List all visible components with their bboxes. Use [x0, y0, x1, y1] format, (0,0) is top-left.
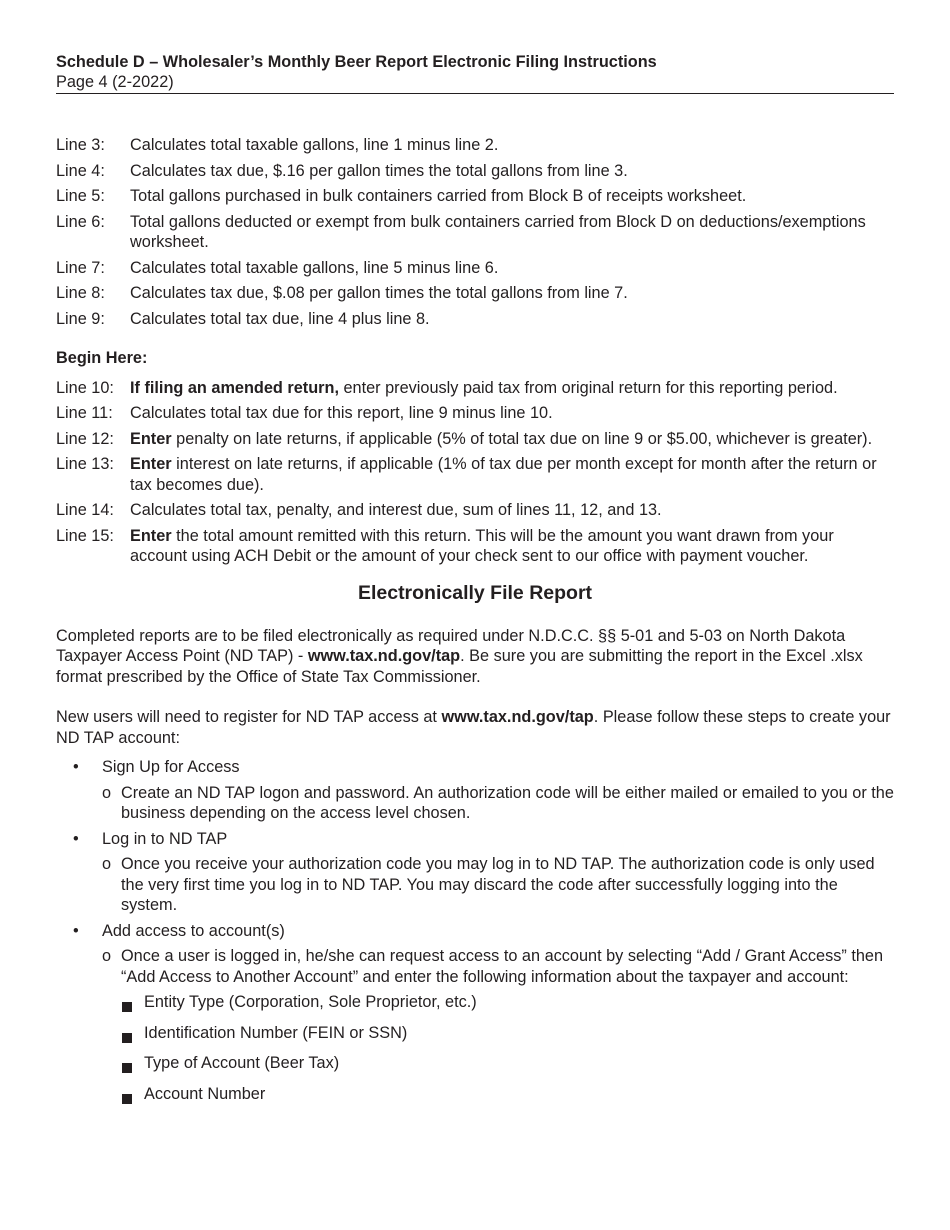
sub-bullet-icon: o — [102, 947, 112, 965]
line-instructions-list-continued — [56, 378, 894, 567]
line-description: Calculates total taxable gallons, line 5 minus line 6. — [130, 258, 499, 277]
bullet-icon: • — [73, 829, 79, 848]
step-detail — [56, 783, 894, 824]
account-info-text: Type of Account (Beer Tax) — [144, 1054, 340, 1072]
line-description: Total gallons purchased in bulk containers carried from Block B of receipts worksheet. — [130, 187, 747, 205]
account-info-item — [56, 1023, 894, 1049]
line-description: If filing an amended return, enter previously paid tax from original return for this reporting period. — [130, 378, 838, 397]
line-item — [56, 135, 894, 156]
step-title: Sign Up for Access — [102, 758, 240, 776]
line-description: Calculates total tax, penalty, and interest due, sum of lines 11, 12, and 13. — [130, 501, 662, 519]
line-label: Line 15: — [56, 526, 114, 545]
line-description: Enter penalty on late returns, if applicable (5% of total tax due on line 9 or $5.00, whichever is greater). — [130, 429, 873, 448]
line-label: Line 9: — [56, 309, 105, 328]
step-detail — [56, 854, 894, 916]
account-info-text: Account Number — [144, 1084, 266, 1103]
line-description: Enter the total amount remitted with this return. This will be the amount you want drawn from your account using ACH Debit or the amount of your check sent to our office with payment voucher. — [130, 526, 834, 565]
line-description: Calculates tax due, $.16 per gallon times the total gallons from line 3. — [130, 161, 628, 180]
line-description: Calculates total tax due for this report, line 9 minus line 10. — [130, 404, 553, 422]
sub-bullet-icon: o — [102, 855, 112, 873]
line-label: Line 10: — [56, 378, 114, 397]
square-bullet-icon — [122, 1023, 144, 1049]
square-bullet-icon — [122, 1053, 144, 1079]
line-description: Calculates tax due, $.08 per gallon times the total gallons from line 7. — [130, 284, 628, 302]
section-heading: Electronically File Report — [357, 581, 593, 604]
line-description: Total gallons deducted or exempt from bulk containers carried from Block D on deductions/exemptions worksheet. — [130, 212, 866, 251]
line-label: Line 14: — [56, 501, 114, 519]
line-label: Line 13: — [56, 455, 114, 473]
step-detail-text: Once you receive your authorization code you may log in to ND TAP. The authorization code is only used the very first time you log in to ND TAP. You may discard the code after successfully logging into the system. — [121, 855, 875, 914]
account-info-text: Identification Number (FEIN or SSN) — [144, 1023, 408, 1042]
square-bullet-icon — [122, 1084, 144, 1110]
account-info-item — [56, 992, 894, 1018]
line-description: Calculates total taxable gallons, line 1 minus line 2. — [130, 136, 499, 154]
line-description: Enter interest on late returns, if applicable (1% of tax due per month except for month after the return or tax becomes due). — [130, 455, 877, 494]
line-item — [56, 212, 894, 253]
account-info-item — [56, 1053, 894, 1079]
document-title: Schedule D – Wholesaler’s Monthly Beer Report Electronic Filing Instructions — [56, 53, 657, 71]
account-info-text: Entity Type (Corporation, Sole Proprietor, etc.) — [144, 993, 477, 1011]
step-detail — [56, 946, 894, 987]
line-instructions-list — [56, 135, 894, 329]
line-description: Calculates total tax due, line 4 plus line 8. — [130, 309, 430, 328]
registration-paragraph: New users will need to register for ND TAP access at www.tax.nd.gov/tap. Please follow these steps to create your ND TAP account: — [56, 708, 891, 747]
line-item — [56, 283, 894, 304]
step-item — [56, 921, 894, 942]
filing-requirement-paragraph: Completed reports are to be filed electronically as required under N.D.C.C. §§ 5-01 and 5-03 on North Dakota Taxpayer Access Point (ND TAP) - www.tax.nd.gov/tap. Be sure you are submitting the report in the Excel .xlsx format prescribed by the Office of State Tax Commissioner. — [56, 626, 863, 686]
line-item — [56, 378, 894, 399]
account-info-item — [56, 1084, 894, 1110]
line-label: Line 4: — [56, 161, 105, 180]
step-detail-text: Create an ND TAP logon and password. An authorization code will be either mailed or emailed to you or the business depending on the access level chosen. — [121, 783, 894, 822]
sub-bullet-icon: o — [102, 783, 112, 802]
line-item — [56, 454, 894, 495]
header-divider — [56, 93, 894, 94]
line-item — [56, 258, 894, 279]
step-detail-text: Once a user is logged in, he/she can request access to an account by selecting “Add / Grant Access” then “Add Access to Another Account” and enter the following information about the taxpayer and account: — [121, 947, 884, 986]
line-item — [56, 500, 894, 521]
nd-tap-link: www.tax.nd.gov/tap — [307, 647, 461, 665]
page-header — [56, 52, 894, 94]
line-item — [56, 186, 894, 207]
step-item — [56, 757, 894, 778]
line-label: Line 12: — [56, 429, 114, 448]
step-item — [56, 829, 894, 850]
square-bullet-icon — [122, 992, 144, 1018]
bullet-icon: • — [73, 758, 79, 776]
bullet-icon: • — [73, 921, 79, 940]
begin-here-heading: Begin Here: — [56, 349, 148, 367]
line-label: Line 7: — [56, 258, 105, 277]
document-page — [56, 52, 894, 1114]
line-item — [56, 526, 894, 567]
registration-steps-list — [56, 757, 894, 1109]
line-item — [56, 309, 894, 330]
step-title: Add access to account(s) — [102, 921, 285, 940]
line-label: Line 5: — [56, 187, 105, 205]
line-item — [56, 429, 894, 450]
line-item — [56, 403, 894, 424]
line-label: Line 11: — [56, 404, 113, 422]
line-label: Line 6: — [56, 212, 105, 231]
line-item — [56, 161, 894, 182]
nd-tap-link: www.tax.nd.gov/tap — [441, 708, 594, 726]
page-number: Page 4 (2-2022) — [56, 73, 174, 91]
line-label: Line 8: — [56, 284, 105, 302]
line-label: Line 3: — [56, 136, 105, 154]
step-title: Log in to ND TAP — [102, 829, 228, 848]
